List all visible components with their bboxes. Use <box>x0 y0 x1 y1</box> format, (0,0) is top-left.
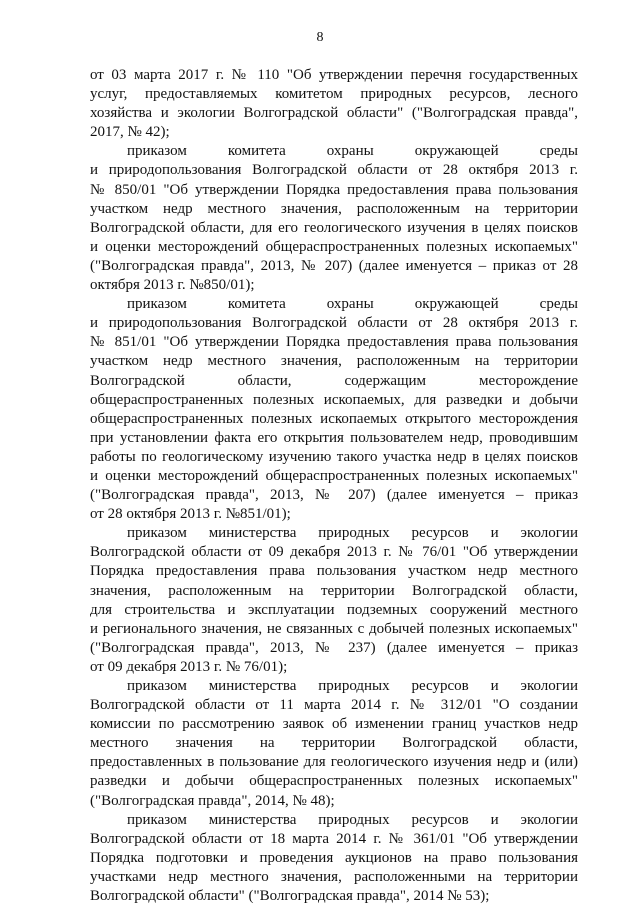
text-line: Порядка подготовки и проведения аукционов на право пользования <box>90 849 578 866</box>
text-line: Волгоградской области" ("Волгоградская правда", 2014 № 53); <box>90 888 490 905</box>
text-line: приказом министерства природных ресурсов и экологии <box>127 811 578 828</box>
text-line: общераспространенных полезных ископаемых, для разведки и добычи <box>90 391 578 408</box>
text-line: приказом министерства природных ресурсов и экологии <box>127 678 578 694</box>
text-line: Волгоградской области от 18 марта 2014 г. № 361/01 "Об утверждении <box>90 830 578 847</box>
text-line: работы по геологическому изучению такого участка недр в целях поисков <box>90 448 578 465</box>
text-line: участком недр местного значения, расположенным на территории <box>90 200 578 217</box>
text-line: Волгоградской области от 09 декабря 2013 г. № 76/01 "Об утверждении <box>90 544 578 561</box>
text-line: от 28 октября 2013 г. №851/01); <box>90 506 291 523</box>
text-line: значения, расположенным на территории Волгоградской области, <box>90 582 578 599</box>
text-line: местного значения на территории Волгоградской области, <box>90 735 578 752</box>
text-line: Волгоградской области от 11 марта 2014 г. № 312/01 "О создании <box>90 697 578 714</box>
text-line: хозяйства и экологии Волгоградской области" ("Волгоградская правда", <box>90 105 578 122</box>
paragraph <box>90 811 578 906</box>
text-line: и оценки месторождений общераспространенных полезных ископаемых" <box>90 238 578 255</box>
paragraph <box>90 66 578 142</box>
text-line: разведки и добычи общераспространенных полезных ископаемых" <box>90 773 578 790</box>
text-line: и оценки месторождений общераспространенных полезных ископаемых" <box>90 467 578 484</box>
text-line: ("Волгоградская правда", 2013, № 207) (далее именуется – приказ от 28 <box>90 257 578 274</box>
text-line: № 850/01 "Об утверждении Порядка предоставления права пользования <box>90 181 578 198</box>
paragraph <box>90 524 578 677</box>
text-line: участками недр местного значения, расположенными на территории <box>90 868 578 885</box>
text-line: от 03 марта 2017 г. № 110 "Об утверждении перечня государственных <box>90 67 578 83</box>
text-line: при установлении факта его открытия пользователем недр, проводившим <box>90 429 578 446</box>
text-line: и природопользования Волгоградской области от 28 октября 2013 г. <box>90 162 578 179</box>
paragraph <box>90 295 578 524</box>
text-line: и регионального значения, не связанных с добычей полезных ископаемых" <box>90 620 578 637</box>
text-line: от 09 декабря 2013 г. № 76/01); <box>90 658 288 675</box>
text-line: Порядка предоставления права пользования участком недр местного <box>90 563 578 580</box>
page-number: 8 <box>316 30 324 45</box>
text-line: участком недр местного значения, расположенным на территории <box>90 353 578 370</box>
text-line: Волгоградской области, содержащим месторождение <box>90 372 578 389</box>
text-line: и природопользования Волгоградской области от 28 октября 2013 г. <box>90 315 578 332</box>
text-line: ("Волгоградская правда", 2014, № 48); <box>90 792 335 809</box>
text-line: предоставленных в пользование для геологического изучения недр и (или) <box>90 754 578 771</box>
document-body <box>90 66 578 906</box>
text-line: октября 2013 г. №850/01); <box>90 277 255 294</box>
text-line: комиссии по рассмотрению заявок об изменении границ участков недр <box>90 716 578 733</box>
text-line: приказом министерства природных ресурсов и экологии <box>127 525 578 542</box>
text-line: Волгоградской области, для его геологического изучения в целях поисков <box>90 219 578 236</box>
text-line: ("Волгоградская правда", 2013, № 237) (далее именуется – приказ <box>90 639 578 656</box>
text-line: общераспространенных полезных ископаемых открытого месторождения <box>90 410 578 427</box>
text-line: приказом комитета охраны окружающей среды <box>127 143 578 160</box>
text-line: приказом комитета охраны окружающей среды <box>127 296 578 313</box>
text-line: услуг, предоставляемых комитетом природных ресурсов, лесного <box>90 86 578 103</box>
paragraph <box>90 142 578 295</box>
text-line: 2017, № 42); <box>90 124 170 141</box>
text-line: № 851/01 "Об утверждении Порядка предоставления права пользования <box>90 334 578 351</box>
text-line: ("Волгоградская правда", 2013, № 207) (далее именуется – приказ <box>90 487 578 504</box>
text-line: для строительства и эксплуатации подземных сооружений местного <box>90 601 578 618</box>
paragraph <box>90 677 578 811</box>
